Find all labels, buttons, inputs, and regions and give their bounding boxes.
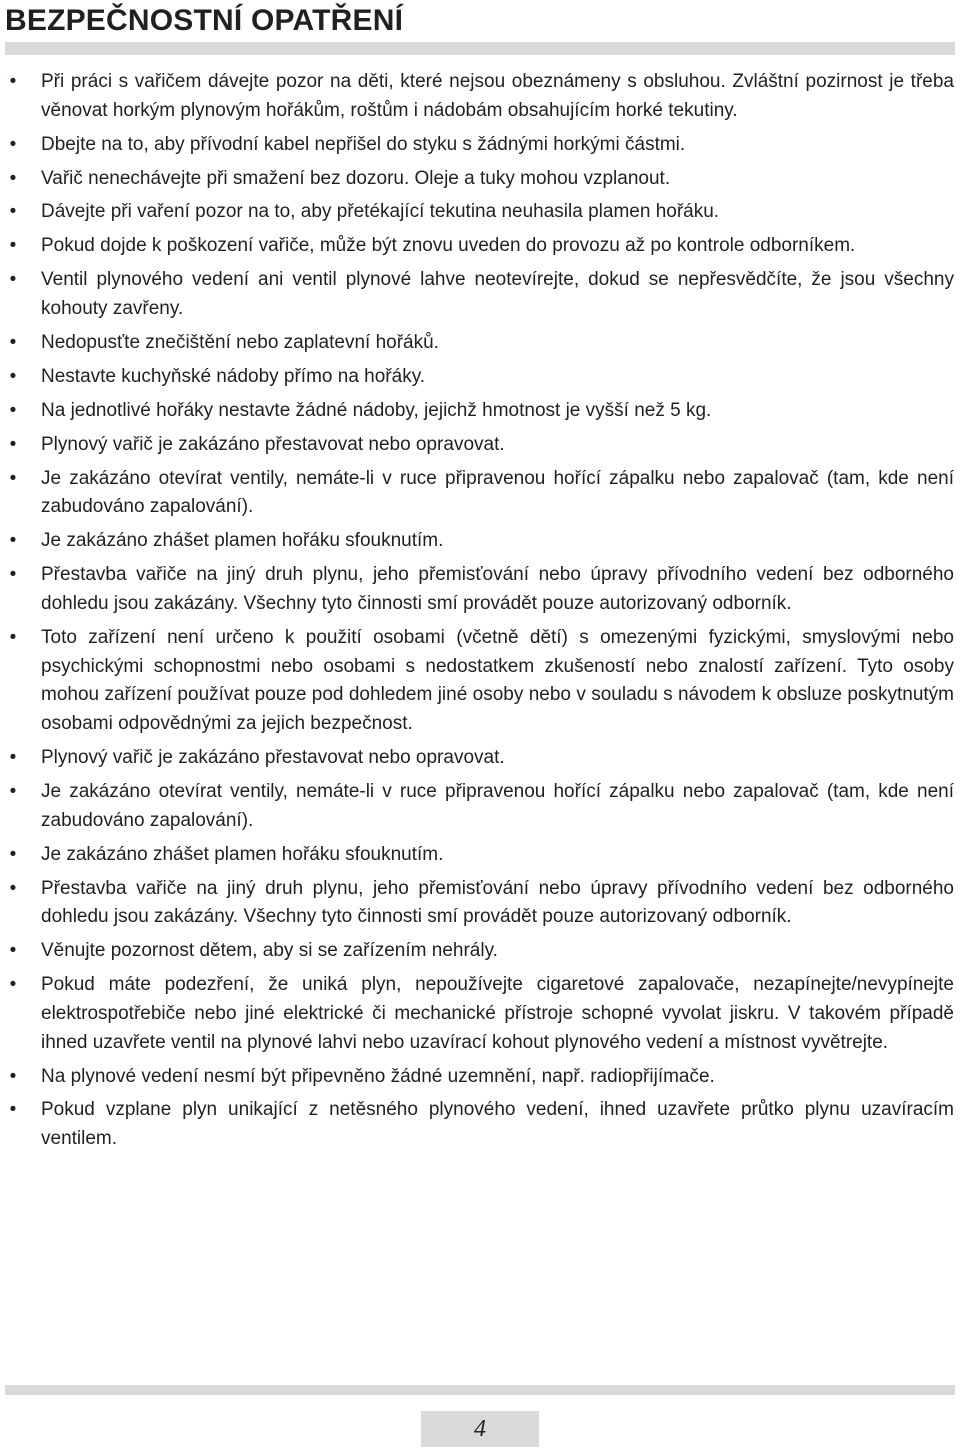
list-item-text: Pokud dojde k poškození vařiče, může být znovu uveden do provozu až po kontrole odborníkem. [41, 235, 856, 257]
list-item-text: Ventil plynového vedení ani ventil plynové lahve neotevírejte, dokud se nepřesvědčíte, že jsou všechny kohouty zavřeny. [41, 269, 954, 320]
list-item-text: Přestavba vařiče na jiný druh plynu, jeho přemisťování nebo úpravy přívodního vedení bez odborného dohledu jsou zakázány. Všechny tyto činnosti smí provádět pouze autorizovaný odborník. [41, 877, 954, 928]
title-underline-bar [5, 42, 955, 55]
list-item [0, 875, 960, 933]
bullet-dot-icon: • [9, 467, 17, 489]
list-item-text: Na jednotlivé hořáky nestavte žádné nádoby, jejichž hmotnost je vyšší než 5 kg. [41, 399, 712, 421]
bullet-dot-icon: • [9, 564, 17, 586]
list-item [0, 971, 960, 1057]
bullet-dot-icon: • [9, 269, 17, 291]
list-item [0, 431, 960, 460]
list-item [0, 1063, 960, 1092]
list-item [0, 232, 960, 261]
list-item [0, 363, 960, 392]
list-item [0, 68, 960, 126]
list-item-text: Věnujte pozornost dětem, aby si se zařízením nehrály. [41, 940, 498, 962]
bullet-dot-icon: • [9, 399, 17, 421]
list-item-text: Je zakázáno otevírat ventily, nemáte-li v ruce připravenou hořící zápalku nebo zapalovač (tam, kde není zabudováno zapalování). [41, 467, 954, 518]
bullet-dot-icon: • [9, 974, 17, 996]
bullet-dot-icon: • [9, 940, 17, 962]
list-item [0, 198, 960, 227]
list-item-text: Toto zařízení není určeno k použití osobami (včetně dětí) s omezenými fyzickými, smyslovými nebo psychickými schopnostmi nebo osobami s nedostatkem zkušeností nebo znalostí zařízení. Tyto osoby mohou zařízení používat pouze pod dohledem jiné osoby nebo v souladu s návodem k obsluze poskytnutým osobami odpovědnými za jejich bezpečnost. [41, 626, 954, 735]
bullet-dot-icon: • [9, 201, 17, 223]
list-item-text: Je zakázáno otevírat ventily, nemáte-li v ruce připravenou hořící zápalku nebo zapalovač (tam, kde není zabudováno zapalování). [41, 780, 954, 831]
list-item-text: Vařič nenechávejte při smažení bez dozoru. Oleje a tuky mohou vzplanout. [41, 167, 671, 189]
list-item [0, 465, 960, 523]
bullet-dot-icon: • [9, 1065, 17, 1087]
page-number-box [421, 1411, 539, 1447]
bullet-dot-icon: • [9, 877, 17, 899]
bullet-dot-icon: • [9, 331, 17, 353]
list-item [0, 561, 960, 619]
list-item [0, 266, 960, 324]
bullet-dot-icon: • [9, 433, 17, 455]
list-item-text: Je zakázáno zhášet plamen hořáku sfouknutím. [41, 530, 444, 552]
bullet-dot-icon: • [9, 747, 17, 769]
safety-precautions-list [0, 68, 960, 1159]
list-item-text: Plynový vařič je zakázáno přestavovat nebo opravovat. [41, 433, 505, 455]
list-item-text: Při práci s vařičem dávejte pozor na děti, které nejsou obeznámeny s obsluhou. Zvláštní pozirnost je třeba věnovat horkým plynovým hořákům, roštům i nádobám obsahujícím horké tekutiny. [41, 71, 954, 121]
page-title: BEZPEČNOSTNÍ OPATŘENÍ [5, 4, 404, 37]
list-item [0, 937, 960, 966]
list-item [0, 624, 960, 739]
bullet-dot-icon: • [9, 843, 17, 865]
list-item-text: Pokud vzplane plyn unikající z netěsného plynového vedení, ihned uzavřete průtko plynu uzavíracím ventilem. [41, 1099, 954, 1150]
bullet-dot-icon: • [9, 71, 17, 92]
list-item [0, 131, 960, 160]
bullet-dot-icon: • [9, 780, 17, 802]
bullet-dot-icon: • [9, 626, 17, 648]
list-item-text: Plynový vařič je zakázáno přestavovat nebo opravovat. [41, 747, 505, 769]
list-item-text: Nedopusťte znečištění nebo zaplatevní hořáků. [41, 331, 439, 353]
list-item [0, 1096, 960, 1154]
list-item-text: Na plynové vedení nesmí být připevněno žádné uzemnění, např. radiopřijímače. [41, 1065, 715, 1087]
list-item [0, 744, 960, 773]
bullet-dot-icon: • [9, 167, 17, 189]
list-item [0, 527, 960, 556]
bullet-dot-icon: • [9, 530, 17, 552]
list-item-text: Dávejte při vaření pozor na to, aby přetékající tekutina neuhasila plamen hořáku. [41, 201, 720, 223]
list-item-text: Pokud máte podezření, že uniká plyn, nepoužívejte cigaretové zapalovače, nezapínejte/nevypínejte elektrospotřebiče nebo jiné elektrické či mechanické přístroje schopné vyvolat jiskru. V takovém případě ihned uzavřete ventil na plynové lahvi nebo uzavírací kohout plynového vedení a místnost vyvětrejte. [41, 974, 954, 1053]
list-item-text: Nestavte kuchyňské nádoby přímo na hořáky. [41, 365, 426, 387]
list-item [0, 397, 960, 426]
bullet-dot-icon: • [9, 133, 17, 155]
bullet-dot-icon: • [9, 1099, 17, 1121]
list-item-text: Je zakázáno zhášet plamen hořáku sfouknutím. [41, 843, 444, 865]
list-item [0, 778, 960, 836]
list-item [0, 329, 960, 358]
bullet-dot-icon: • [9, 235, 17, 257]
list-item [0, 841, 960, 870]
list-item-text: Přestavba vařiče na jiný druh plynu, jeho přemisťování nebo úpravy přívodního vedení bez odborného dohledu jsou zakázány. Všechny tyto činnosti smí provádět pouze autorizovaný odborník. [41, 564, 954, 614]
footer-bar [5, 1385, 955, 1395]
list-item [0, 165, 960, 194]
bullet-dot-icon: • [9, 365, 17, 387]
list-item-text: Dbejte na to, aby přívodní kabel nepřišel do styku s žádnými horkými částmi. [41, 133, 686, 155]
page-number: 4 [474, 1415, 486, 1442]
